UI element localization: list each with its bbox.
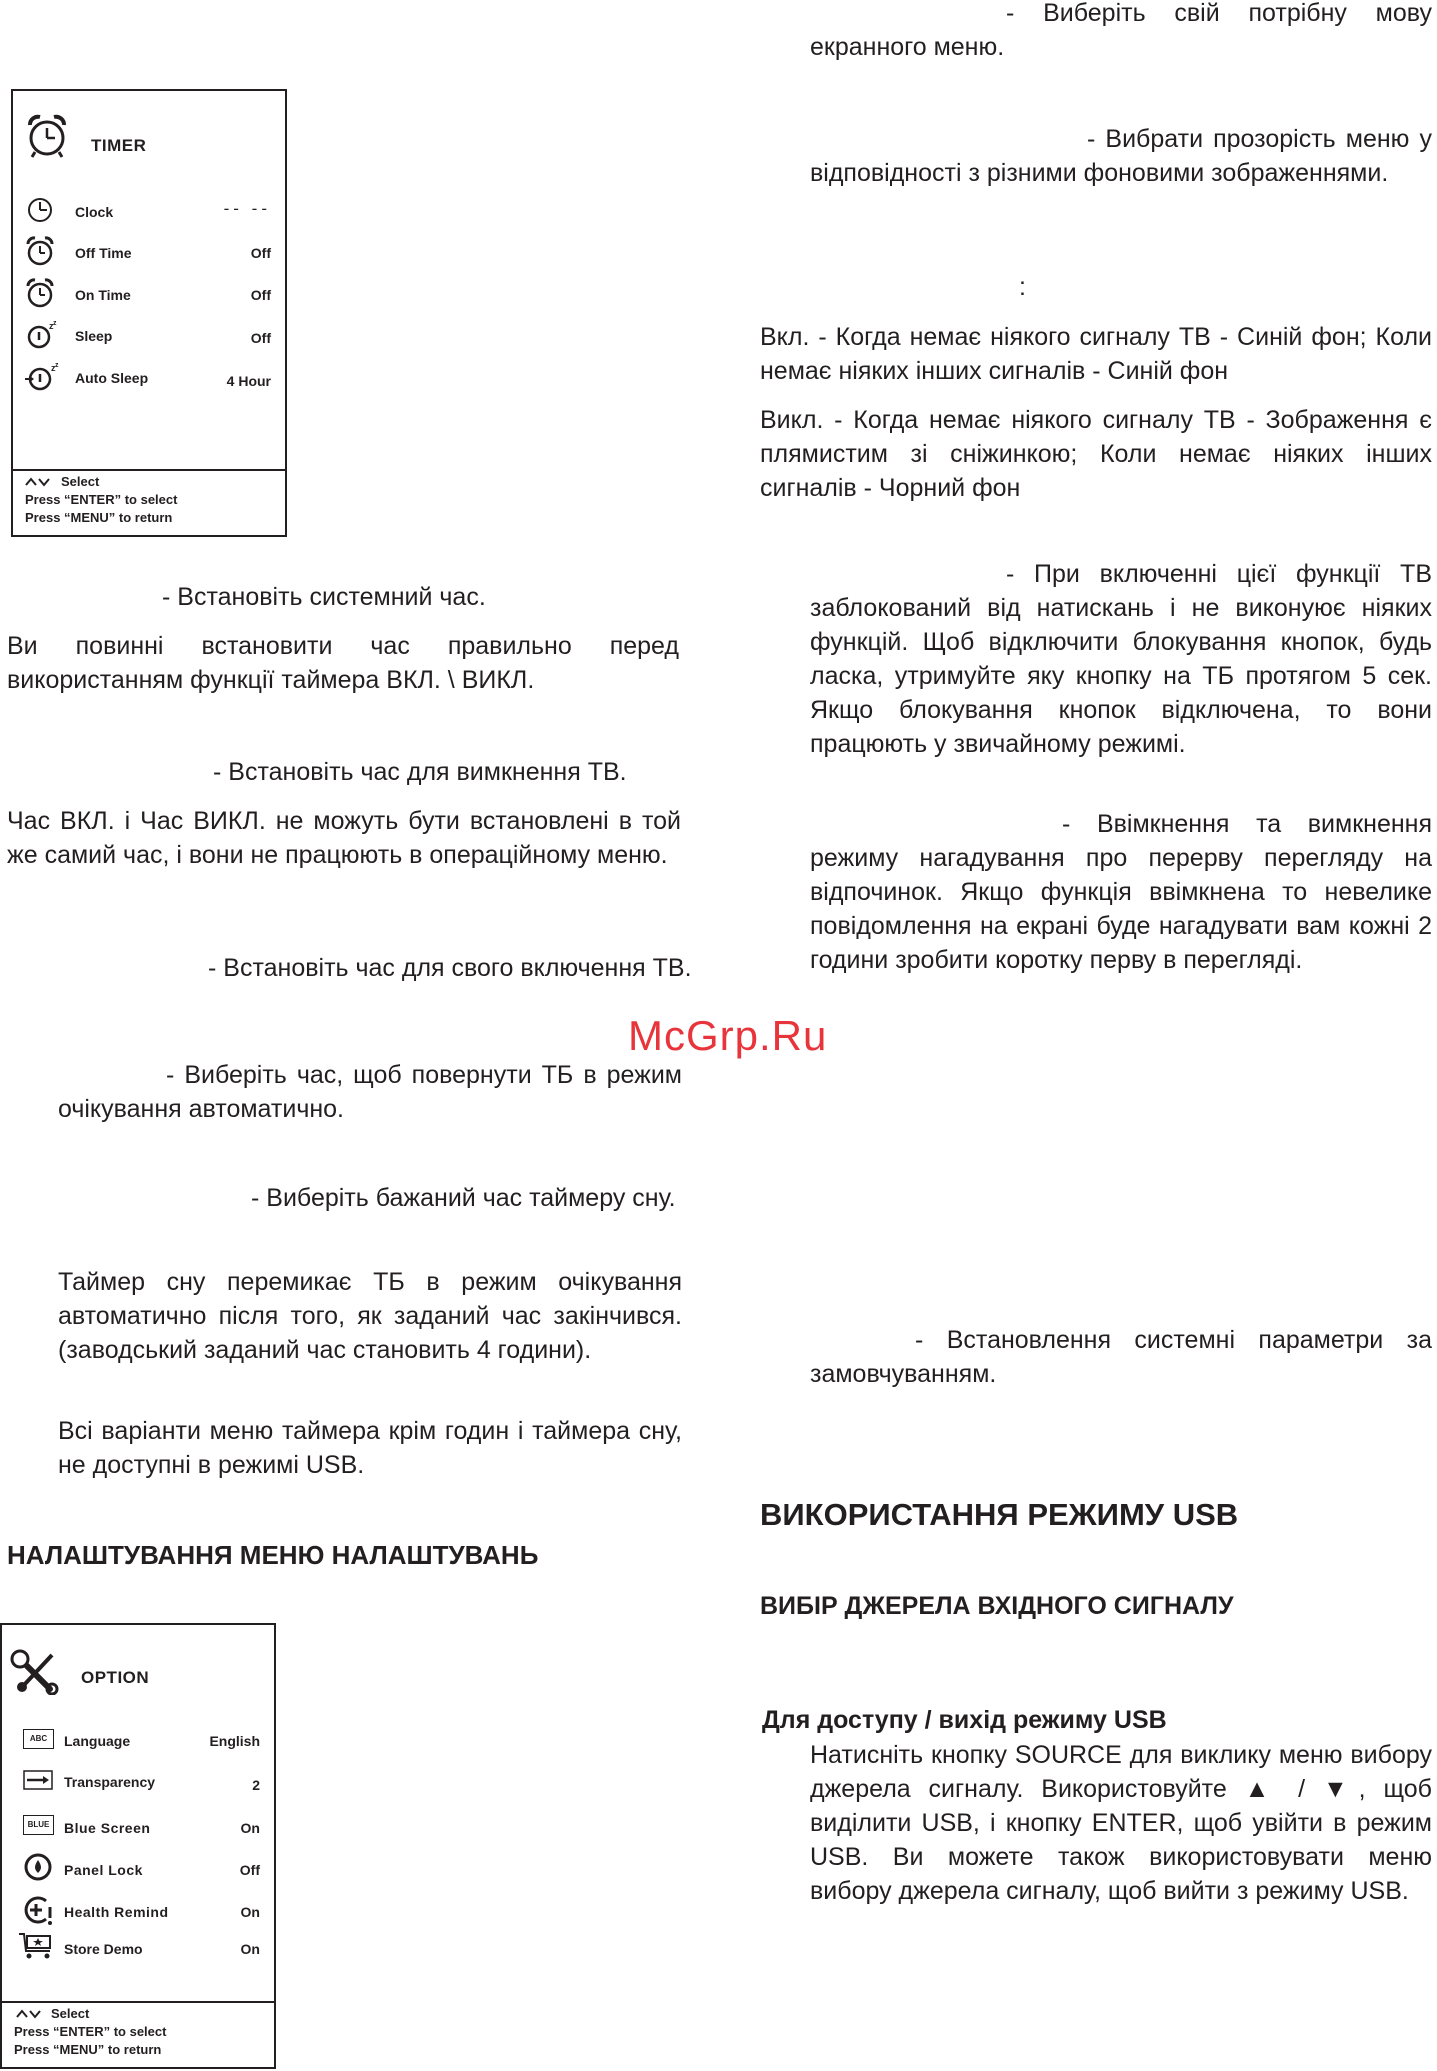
settings-heading: НАЛАШТУВАННЯ МЕНЮ НАЛАШТУВАНЬ: [7, 1540, 539, 1570]
sleep-note: Таймер сну перемикає ТБ в режим очікування автоматично після того, як заданий час закінчився. (заводський заданий час становить 4 години).: [58, 1268, 682, 1364]
timer-item-label: On Time: [75, 287, 131, 303]
footer-select-label: Select: [51, 2006, 90, 2021]
option-item-transparency[interactable]: [2, 1765, 274, 1801]
language-description: - Виберіть свій потрібну мову екранного меню.: [810, 0, 1432, 61]
timer-menu: [11, 89, 287, 537]
usb-note: Всі варіанти меню таймера крім годин і таймера сну, не доступні в режимі USB.: [58, 1417, 682, 1479]
timer-item-off-time[interactable]: [13, 235, 285, 271]
option-item-label: Health Remind: [64, 1904, 169, 1920]
timer-item-sleep[interactable]: [13, 319, 285, 355]
panel-lock-icon: [24, 1853, 52, 1881]
health-remind-description: - Ввімкнення та вимкнення режиму нагадування про перерву перегляду на відпочинок. Якщо функція ввімкнена то невелике повідомлення на екрані буде нагадувати вам кожні 2 години зробити коротку перву в перегляді.: [810, 810, 1432, 974]
option-item-label: Transparency: [64, 1774, 156, 1790]
option-item-value: On: [240, 1941, 260, 1957]
svg-text:z: z: [51, 363, 56, 373]
health-remind-icon: [22, 1893, 56, 1927]
timer-item-on-time[interactable]: [13, 277, 285, 313]
alarm-clock-icon: [25, 113, 69, 159]
timer-item-label: Auto Sleep: [75, 370, 149, 386]
timer-item-value: -- --: [223, 199, 271, 218]
usb-access-text: Натисніть кнопку SOURCE для виклику меню вибору джерела сигналу. Використовуйте ▲ / ▼, щоб виділити USB, і кнопку ENTER, щоб увійти в режим USB. Ви можете також використовувати меню вибору джерела сигналу, щоб вийти з режиму USB.: [810, 1741, 1432, 1905]
time-note: Час ВКЛ. і Час ВИКЛ. не можуть бути встановлені в той же самий час, і вони не працюють в операційному меню.: [7, 807, 681, 869]
option-item-label: Panel Lock: [64, 1862, 143, 1878]
option-item-label: Language: [64, 1733, 131, 1749]
footer-enter-hint: Press “ENTER” to select: [14, 2024, 167, 2039]
timer-menu-footer: [13, 469, 285, 535]
store-demo-icon: [18, 1931, 54, 1961]
reset-description: - Встановлення системні параметри за замовчуванням.: [810, 1326, 1432, 1388]
transparency-icon: [23, 1770, 53, 1790]
input-source-heading: ВИБІР ДЖЕРЕЛА ВХІДНОГО СИГНАЛУ: [760, 1592, 1234, 1620]
option-item-value: 2: [252, 1777, 260, 1793]
svg-text:z: z: [55, 362, 59, 369]
clock-note: Ви повинні встановити час правильно перед використанням функції таймера ВКЛ. \ ВИКЛ.: [7, 632, 679, 694]
option-item-store-demo[interactable]: [2, 1931, 274, 1967]
alarm-off-icon: [25, 236, 55, 268]
blue-screen-colon: :: [1019, 273, 1026, 301]
sleep-description: - Виберіть бажаний час таймеру сну.: [251, 1184, 676, 1212]
footer-menu-hint: Press “MENU” to return: [14, 2042, 162, 2057]
off-time-description: - Встановіть час для вимкнення ТВ.: [213, 758, 627, 786]
svg-text:z: z: [49, 321, 54, 331]
blue-screen-icon: BLUE: [23, 1815, 54, 1835]
transparency-description: - Вибрати прозорість меню у відповідності з різними фоновими зображеннями.: [810, 125, 1432, 187]
up-down-arrows-icon: [16, 2009, 42, 2019]
timer-item-value: Off: [250, 287, 271, 303]
blue-screen-on: Вкл. - Когда немає ніякого сигналу ТВ - Синій фон; Коли немає ніяких інших сигналів - Синій фон: [760, 323, 1432, 385]
timer-item-label: Clock: [75, 204, 114, 220]
option-item-blue-screen[interactable]: [2, 1809, 274, 1845]
option-menu-footer: [2, 2001, 274, 2067]
sleep-icon: [25, 319, 59, 351]
timer-item-value: Off: [250, 245, 271, 261]
footer-menu-hint: Press “MENU” to return: [25, 510, 173, 525]
option-menu: [0, 1623, 276, 2069]
footer-select-label: Select: [61, 474, 100, 489]
usb-mode-heading: ВИКОРИСТАННЯ РЕЖИМУ USB: [760, 1497, 1239, 1532]
timer-menu-title: TIMER: [91, 136, 147, 155]
option-item-label: Blue Screen: [64, 1820, 151, 1836]
timer-item-label: Sleep: [75, 328, 113, 344]
svg-text:z: z: [53, 320, 57, 327]
blue-screen-off: Викл. - Когда немає ніякого сигналу ТВ - Зображення є плямистим зі сніжинкою; Коли немає ніяких інших сигналів - Чорний фон: [760, 406, 1432, 502]
option-item-value: On: [240, 1820, 260, 1836]
clock-description: - Встановіть системний час.: [162, 583, 486, 611]
auto-sleep-description: - Виберіть час, щоб повернути ТБ в режим очікування автоматично.: [58, 1061, 682, 1123]
footer-enter-hint: Press “ENTER” to select: [25, 492, 178, 507]
timer-item-value: 4 Hour: [226, 373, 271, 389]
clock-icon: [27, 197, 53, 223]
timer-item-clock[interactable]: [13, 193, 285, 229]
timer-item-label: Off Time: [75, 245, 132, 261]
option-item-value: English: [209, 1733, 260, 1749]
wrench-screwdriver-icon: [10, 1649, 62, 1695]
timer-item-auto-sleep[interactable]: [13, 361, 285, 397]
panel-lock-description: - При включенні цієї функції ТВ заблокований від натискань і не виконуює ніяких функцій. Щоб відключити блокування кнопок, будь ласка, утримуйте яку кнопку на ТБ протягом 5 сек. Якщо блокування кнопок відключена, то вони працюють у звичайному режимі.: [810, 560, 1432, 758]
option-item-panel-lock[interactable]: [2, 1851, 274, 1887]
option-item-label: Store Demo: [64, 1941, 143, 1957]
timer-item-value: Off: [250, 330, 271, 346]
language-icon: ABC: [23, 1729, 54, 1749]
watermark: McGrp.Ru: [628, 1012, 828, 1059]
usb-access-heading: Для доступу / вихід режиму USB: [762, 1706, 1167, 1734]
option-item-health-remind[interactable]: [2, 1893, 274, 1929]
option-item-value: Off: [239, 1862, 260, 1878]
auto-sleep-icon: [21, 361, 61, 393]
option-menu-title: OPTION: [81, 1668, 150, 1687]
option-item-language[interactable]: [2, 1723, 274, 1759]
alarm-on-icon: [25, 278, 55, 310]
on-time-description: - Встановіть час для свого включення ТВ.: [208, 954, 692, 982]
option-item-value: On: [240, 1904, 260, 1920]
up-down-arrows-icon: [25, 477, 51, 487]
